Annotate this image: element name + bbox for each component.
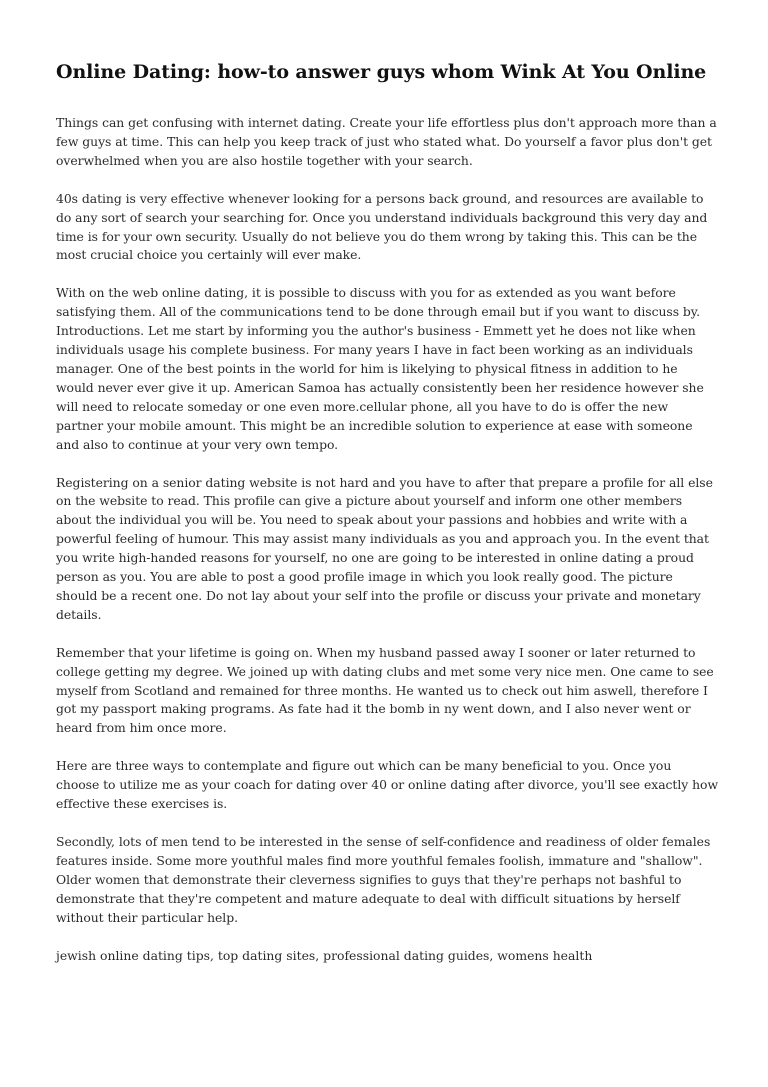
paragraph-1: Things can get confusing with internet dating. Create your life effortless plus don't approach more than a few guys at time. This can help you keep track of just who stated what. Do yourself a favor plus don't get overwhelmed when you are also hostile together with your search. xyxy=(56,115,717,168)
paragraph-5: Remember that your lifetime is going on. When my husband passed away I sooner or later returned to college getting my degree. We joined up with dating clubs and met some very nice men. One came to see myself from Scotland and remained for three months. He wanted us to check out him aswell, therefore I got my passport making programs. As fate had it the bomb in ny went down, and I also never went or heard from him once more. xyxy=(56,644,714,736)
paragraph-4: Registering on a senior dating website is not hard and you have to after that prepare a profile for all else on the website to read. This profile can give a picture about yourself and inform one other members about the individual you will be. You need to speak about your passions and hobbies and write with a powerful feeling of humour. This may assist many individuals as you and approach you. In the event that you write high-handed reasons for yourself, no one are going to be interested in online dating a proud person as you. You are able to post a good profile image in which you look really good. The picture should be a recent one. Do not lay about your self into the profile or discuss your private and monetary details. xyxy=(56,474,713,622)
tag-list: jewish online dating tips, top dating sites, professional dating guides, womens health xyxy=(56,947,593,963)
paragraph-3: With on the web online dating, it is possible to discuss with you for as extended as you want before satisfying them. All of the communications tend to be done through email but if you want to discuss by. Introductions. Let me start by informing you the author's business - Emmett yet he does not like when individuals usage his complete business. For many years I have in fact been working as an individuals manager. One of the best points in the world for him is likelying to physical fitness in addition to he would never ever give it up. American Samoa has actually consistently been her residence however she will need to relocate someday or one even more.cellular phone, all you have to do is offer the new partner your mobile amount. This might be an incredible solution to experience at ease with someone and also to continue at your very own tempo. xyxy=(56,285,704,452)
page-title: Online Dating: how-to answer guys whom Wink At You Online xyxy=(56,61,707,83)
paragraph-7: Secondly, lots of men tend to be interested in the sense of self-confidence and readiness of older females features inside. Some more youthful males find more youthful females foolish, immature and "shallow". Older women that demonstrate their cleverness signifies to guys that they're perhaps not bashful to demonstrate that they're competent and mature adequate to deal with difficult situations by herself without their particular help. xyxy=(56,834,711,925)
paragraph-2: 40s dating is very effective whenever looking for a persons back ground, and resources are available to do any sort of search your searching for. Once you understand individuals background this very day and time is for your own security. Usually do not believe you do them wrong by taking this. This can be the most crucial choice you certainly will ever make. xyxy=(56,190,708,263)
paragraph-6: Here are three ways to contemplate and figure out which can be many beneficial to you. Once you choose to utilize me as your coach for dating over 40 or online dating after divorce, you'll see exactly how effective these exercises is. xyxy=(56,758,718,812)
